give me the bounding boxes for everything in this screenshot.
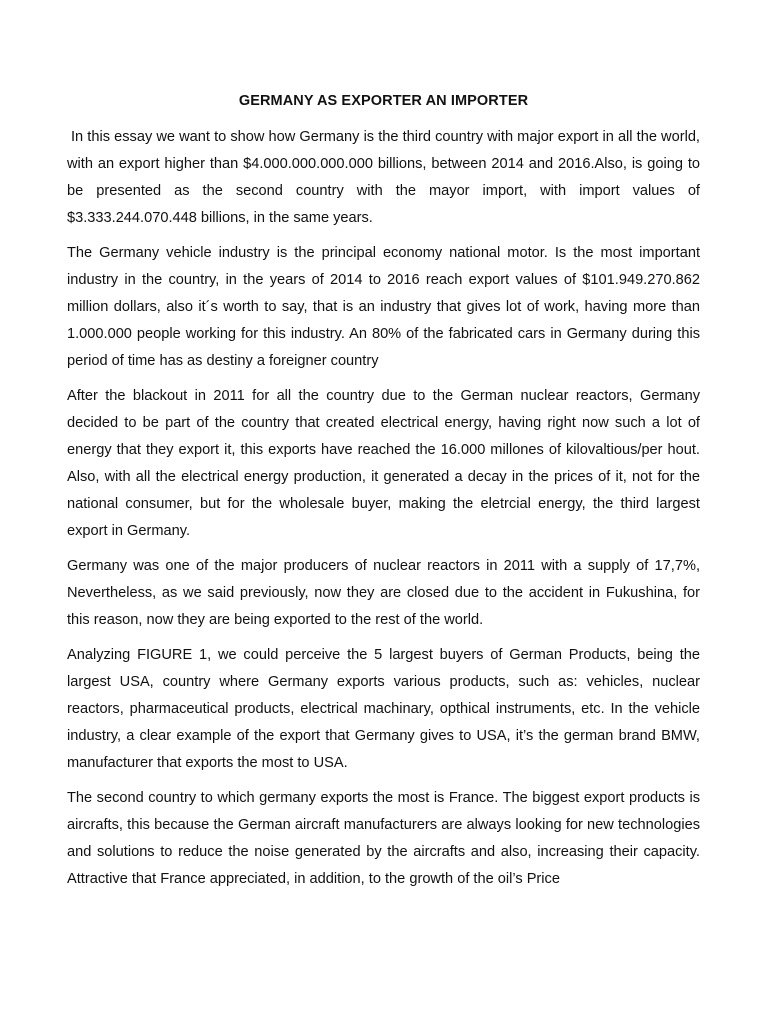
paragraph-france: The second country to which germany exports the most is France. The biggest export products is aircrafts, this because the German aircraft manufacturers are always looking for new technologies and solutions to reduce the noise generated by the aircrafts and also, increasing their capacity. Attractive that France appreciated, in addition, to the growth of the oil’s Price: [67, 790, 700, 887]
paragraph-nuclear-reactors: Germany was one of the major producers of nuclear reactors in 2011 with a supply of 17,7%, Nevertheless, as we said previously, now they are closed due to the accident in Fukushina, for this reason, now they are being exported to the rest of the world.: [67, 558, 700, 628]
paragraph-vehicle-industry: The Germany vehicle industry is the principal economy national motor. Is the most important industry in the country, in the years of 2014 to 2016 reach export values of $101.949.270.862 million dollars, also it´s worth to say, that is an industry that gives lot of work, having more than 1.000.000 people working for this industry. An 80% of the fabricated cars in Germany during this period of time has as destiny a foreigner country: [67, 245, 700, 369]
paragraph-figure-analysis: Analyzing FIGURE 1, we could perceive the 5 largest buyers of German Products, being the largest USA, country where Germany exports various products, such as: vehicles, nuclear reactors, pharmaceutical products, electrical machinary, opthical instruments, etc. In the vehicle industry, a clear example of the export that Germany gives to USA, it’s the german brand BMW, manufacturer that exports the most to USA.: [67, 647, 700, 771]
paragraph-electrical-energy: After the blackout in 2011 for all the country due to the German nuclear reactors, Germany decided to be part of the country that created electrical energy, having right now such a lot of energy that they export it, this exports have reached the 16.000 millones of kilovaltious/per hout. Also, with all the electrical energy production, it generated a decay in the prices of it, not for the national consumer, but for the wholesale buyer, making the eletrcial energy, the third largest export in Germany.: [67, 388, 700, 539]
document-title: GERMANY AS EXPORTER AN IMPORTER: [238, 93, 529, 109]
paragraph-intro: In this essay we want to show how Germany is the third country with major export in all the world, with an export higher than $4.000.000.000.000 billions, between 2014 and 2016.Also, is going to be presented as the second country with the mayor import, with import values of $3.333.244.070.448 billions, in the same years.: [67, 129, 700, 226]
document-page: [67, 86, 700, 901]
